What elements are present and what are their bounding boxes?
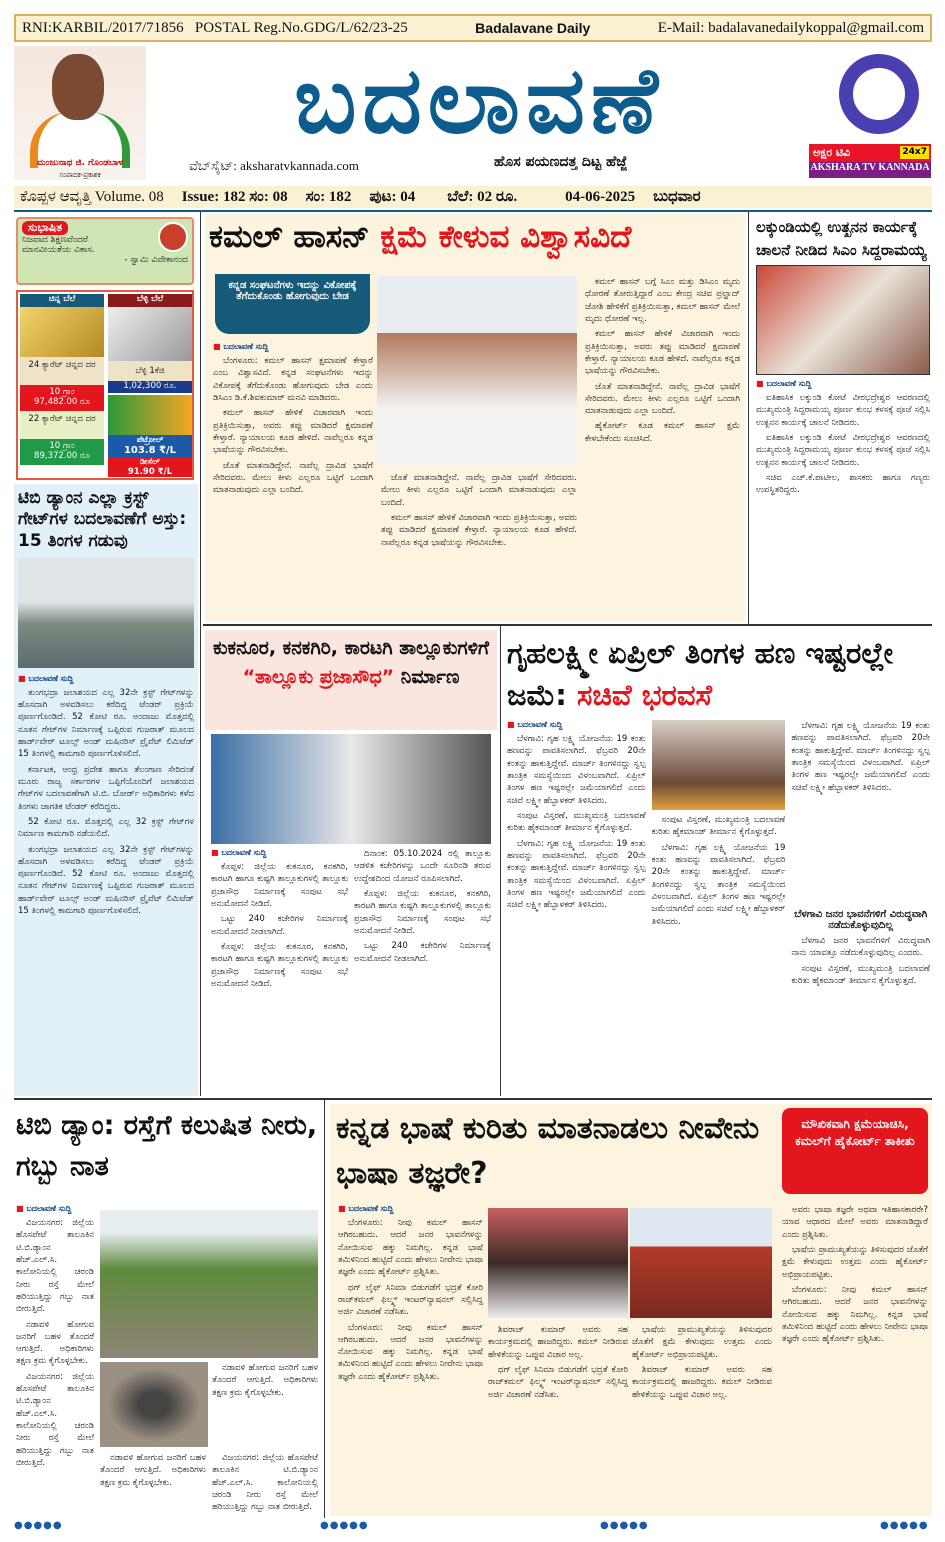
issue: Issue: 182 ಸಂ: 08 <box>181 189 288 205</box>
minister-photo <box>652 720 786 810</box>
akshara-tv-logo <box>809 46 931 180</box>
masthead <box>14 46 932 182</box>
pages: ಪುಟ: 04 <box>369 189 416 205</box>
footer-dots: ●●●●● <box>600 1520 649 1531</box>
cm-excavation-photo <box>756 265 930 375</box>
high-court-photo <box>630 1208 772 1318</box>
headline: ಗೃಹಲಕ್ಷ್ಮೀ ಏಪ್ರಿಲ್ ತಿಂಗಳ ಹಣ ಇಷ್ಟರಲ್ಲೇ ಜಮೆ: ಸಚಿವೆ ಭರವಸೆ <box>507 636 894 713</box>
headline: ಟಿಬಿ ಡ್ಯಾಂ: ರಸ್ತೆಗೆ ಕಲುಷಿತ ನೀರು, ಗಬ್ಬು ನಾತ <box>16 1110 318 1182</box>
website: ವೆಬ್‌ಸೈಟ್: aksharatvkannada.com <box>189 158 359 173</box>
gold22-price: 89,372.00 ರೂ <box>34 451 90 461</box>
footer-dots: ●●●●● <box>880 1520 929 1531</box>
headline: ಲಕ್ಕುಂಡಿಯಲ್ಲಿ ಉತ್ಖನನ ಕಾರ್ಯಕ್ಕೆ ಚಾಲನೆ ನೀಡಿದ ಸಿಎಂ ಸಿದ್ದರಾಮಯ್ಯ <box>756 218 927 259</box>
weekday: ಬುಧವಾರ <box>653 189 701 205</box>
footer-dots: ●●●●● <box>320 1520 369 1531</box>
newspaper-logo: ಬದಲಾವಣೆ <box>294 47 664 154</box>
petrol-price: 103.8 ₹/L <box>123 445 177 456</box>
editor-role: ಸಂಪಾದಕ-ಪ್ರಕಾಶಕ <box>59 171 101 179</box>
top-info-bar <box>14 14 932 42</box>
headline: ಕನ್ನಡ ಭಾಷೆ ಕುರಿತು ಮಾತನಾಡಲು ನೀವೇನು ಭಾಷಾ ತಜ್ಞರೇ? <box>336 1111 760 1191</box>
highcourt-callout: ಮೌಖಿಕವಾಗಿ ಕ್ಷಮೆಯಾಚಿಸಿ, ಕಮಲ್‌ಗೆ ಹೈಕೋರ್ಟ್ ತಾಕೀತು <box>782 1108 928 1194</box>
gold-bars-image <box>20 307 104 357</box>
headline: ಟಿಬಿ ಡ್ಯಾಂನ ಎಲ್ಲಾ ಕ್ರಸ್ಟ್ ಗೇಟ್‌ಗಳ ಬದಲಾವಣೆಗೆ ಅಸ್ತು: 15 ತಿಂಗಳ ಗಡುವು <box>18 488 187 551</box>
tv-name-english: AKSHARA TV KANNADA <box>809 162 931 178</box>
article-prajasoudha: ಕುಕನೂರ, ಕನಕಗಿರಿ, ಕಾರಟಗಿ ತಾಲ್ಲೂಕುಗಳಿಗೆ “ತಾಲ್ಲೂಕು ಪ್ರಜಾಸೌಧ” ನಿರ್ಮಾಣ ■ ಬದಲಾವಣೆ ಸುದ್ದಿ ಕೊಪ್ಪಳ: ಜಿಲ್ಲೆಯ ಕುಕನೂರ, ಕನಕಗಿರಿ, ಕಾರಟಗಿ ಹಾಗೂ ಕುಷ್ಟಗಿ ತಾಲ್ಲೂಕುಗಳಲ್ಲಿ ತಾಲ್ಲೂಕು ಪ್ರಜಾಸೌಧ ನಿರ್ಮಾಣಕ್ಕೆ ಸಂಪುಟ ಸಭೆ ಅನುಮೋದನೆ ನೀಡಿದೆ. ಒಟ್ಟು 240 ಕಚೇರಿಗಳ ನಿರ್ಮಾಣಕ್ಕೆ ಅನುಮೋದನೆ ನೀಡಲಾಗಿದೆ. ಕೊಪ್ಪಳ: ಜಿಲ್ಲೆಯ ಕುಕನೂರ, ಕನಕಗಿರಿ, ಕಾರಟಗಿ ಹಾಗೂ ಕುಷ್ಟಗಿ ತಾಲ್ಲೂಕುಗಳಲ್ಲಿ ತಾಲ್ಲೂಕು ಪ್ರಜಾಸೌಧ ನಿರ್ಮಾಣಕ್ಕೆ ಸಂಪುಟ ಸಭೆ ಅನುಮೋದನೆ ನೀಡಿದೆ. ದಿನಾಂಕ: 05.10.2024 ರಲ್ಲಿ ತಾಲ್ಲೂಕು ಆಡಳಿತ ಕಚೇರಿಗಳನ್ನು ಒಂದೇ ಸೂರಿನಡಿ ತರುವ ಉದ್ದೇಶದಿಂದ ಯೋಜನೆ ರೂಪಿಸಲಾಗಿದೆ. ಕೊಪ್ಪಳ: ಜಿಲ್ಲೆಯ ಕುಕನೂರ, ಕನಕಗಿರಿ, ಕಾರಟಗಿ ಹಾಗೂ ಕುಷ್ಟಗಿ ತಾಲ್ಲೂಕುಗಳಲ್ಲಿ ತಾಲ್ಲೂಕು ಪ್ರಜಾಸೌಧ ನಿರ್ಮಾಣಕ್ಕೆ ಸಂಪುಟ ಸಭೆ ಅನುಮೋದನೆ ನೀಡಿದೆ. ಒಟ್ಟು 240 ಕಚೇರಿಗಳ ನಿರ್ಮಾಣಕ್ಕೆ ಅನುಮೋದನೆ ನೀಡಲಾಗಿದೆ. <box>205 630 497 1096</box>
drain-photo <box>100 1362 208 1447</box>
price-box: ಚಿನ್ನ ಬೆಲೆ 24 ಕ್ಯಾರೆಟ್ ಚಿನ್ನದ ದರ 10 ಗ್ರಾಂ 97,482.00 ರೂ 22 ಕ್ಯಾರೆಟ್ ಚಿನ್ನದ ದರ 10 ಗ್ರಾಂ 89,372.00 ರೂ ಬೆಳ್ಳಿ ಬೆಲೆ ಬೆಳ್ಳಿ 1ಕೆಜಿ 1,02,300 ರೂ. ಪೆಟ್ರೋಲ್ 103.8 ₹/L ಡೀಸೆಲ್ 91.90 ₹/L <box>16 290 194 480</box>
email: E-Mail: badalavanedailykoppal@gmail.com <box>657 19 924 36</box>
subhashita-box: ಸುಭಾಷಿತ ನಿಜವಾದ ಶಿಕ್ಷಣವೆಂದರೆ ಮಾನವೀಯತೆಯ ವಿಕಾಸ. - ಸ್ವಾಮಿ ವಿವೇಕಾನಂದ <box>16 217 194 285</box>
tagline: ಹೊಸ ಪಯಣದತ್ತ ದಿಟ್ಟ ಹೆಜ್ಜೆ <box>494 154 628 170</box>
paper-name-english: Badalavane Daily <box>475 20 591 36</box>
vivekananda-portrait <box>158 222 188 252</box>
diesel-price: 91.90 ₹/L <box>127 467 173 477</box>
headline: ಕುಕನೂರ, ಕನಕಗಿರಿ, ಕಾರಟಗಿ ತಾಲ್ಲೂಕುಗಳಿಗೆ “ತಾಲ್ಲೂಕು ಪ್ರಜಾಸೌಧ” ನಿರ್ಮಾಣ <box>205 630 497 730</box>
date: 04-06-2025 <box>565 188 636 205</box>
dk-shivakumar-photo <box>377 276 577 466</box>
silver-bars-image <box>108 307 192 361</box>
article-tb-gates: ಟಿಬಿ ಡ್ಯಾಂನ ಎಲ್ಲಾ ಕ್ರಸ್ಟ್ ಗೇಟ್‌ಗಳ ಬದಲಾವಣೆಗೆ ಅಸ್ತು: 15 ತಿಂಗಳ ಗಡುವು ■ ಬದಲಾವಣೆ ಸುದ್ದಿ ತುಂಗಭದ್ರಾ ಜಲಾಶಯದ ಎಲ್ಲ 32ನೇ ಕ್ರಸ್ಟ್ ಗೇಟ್‌ಗಳನ್ನು ಹೊಸದಾಗಿ ಅಳವಡಿಸಲು ಕರೆದಿದ್ದ ಟೆಂಡರ್ ಪ್ರಕ್ರಿಯೆ ಪೂರ್ಣಗೊಂಡಿದೆ. 52 ಕೋಟಿ ರೂ. ಅಂದಾಜು ಮೊತ್ತದಲ್ಲಿ ನೂತನ ಗೇಟ್‌ಗಳ ನಿರ್ಮಾಣಕ್ಕೆ ಒಪ್ಪಿರುವ ಗುಜರಾತ್ ಮೂಲದ ಹಾರ್ಡ್‌ವೇರ್ ಟೂಲ್ಸ್ ಅಂಡ್ ಮಷಿನರಿಸ್ ಪ್ರೈವೆಟ್ ಲಿಮಿಟೆಡ್ 15 ತಿಂಗಳಲ್ಲಿ ಕಾಮಗಾರಿ ಪೂರ್ಣಗೊಳಿಸಲಿದೆ. ಕರ್ನಾಟಕ, ಆಂಧ್ರ ಪ್ರದೇಶ ಹಾಗೂ ತೆಲಂಗಾಣ ಸೇರಿದಂತೆ ಮೂರು ರಾಜ್ಯ ಸರ್ಕಾರಗಳ ಒಪ್ಪಿಗೆಯೊಂದಿಗೆ ಜಲಾಶಯದ ಗೇಟ್‌ಗಳ ಬದಲಾವಣೆಗಾಗಿ ಟಿ.ಬಿ. ಬೋರ್ಡ್ ಅಧಿಕಾರಿಗಳು ಕಳೆದ ತಿಂಗಳು ಜಾಗತಿಕ ಟೆಂಡರ್ ಕರೆದಿದ್ದರು. 52 ಕೋಟಿ ರೂ. ಮೊತ್ತದಲ್ಲಿ ಎಲ್ಲ 32 ಕ್ರಸ್ಟ್ ಗೇಟ್‌ಗಳ ನಿರ್ಮಾಣ ಕಾಮಗಾರಿ ನಡೆಯಲಿದೆ. ತುಂಗಭದ್ರಾ ಜಲಾಶಯದ ಎಲ್ಲ 32ನೇ ಕ್ರಸ್ಟ್ ಗೇಟ್‌ಗಳನ್ನು ಹೊಸದಾಗಿ ಅಳವಡಿಸಲು ಕರೆದಿದ್ದ ಟೆಂಡರ್ ಪ್ರಕ್ರಿಯೆ ಪೂರ್ಣಗೊಂಡಿದೆ. 52 ಕೋಟಿ ರೂ. ಅಂದಾಜು ಮೊತ್ತದಲ್ಲಿ ನೂತನ ಗೇಟ್‌ಗಳ ನಿರ್ಮಾಣಕ್ಕೆ ಒಪ್ಪಿರುವ ಗುಜರಾತ್ ಮೂಲದ ಹಾರ್ಡ್‌ವೇರ್ ಟೂಲ್ಸ್ ಅಂಡ್ ಮಷಿನರಿಸ್ ಪ್ರೈವೆಟ್ ಲಿಮಿಟೆಡ್ 15 ತಿಂಗಳಲ್ಲಿ ಕಾಮಗಾರಿ ಪೂರ್ಣಗೊಳಿಸಲಿದೆ. <box>14 484 198 1096</box>
article-lakkundi: ಲಕ್ಕುಂಡಿಯಲ್ಲಿ ಉತ್ಖನನ ಕಾರ್ಯಕ್ಕೆ ಚಾಲನೆ ನೀಡಿದ ಸಿಎಂ ಸಿದ್ದರಾಮಯ್ಯ ■ ಬದಲಾವಣೆ ಸುದ್ದಿ ಐತಿಹಾಸಿಕ ಲಕ್ಕುಂಡಿ ಕೋಟೆ ವೀರಭದ್ರೇಶ್ವರ ಆವರಣದಲ್ಲಿ ಮುಖ್ಯಮಂತ್ರಿ ಸಿದ್ದರಾಮಯ್ಯ ಪೂರ್ಣ ಕುಂಭ ಕಳಸಕ್ಕೆ ಪೂಜೆ ಸಲ್ಲಿಸಿ ಉತ್ಖನನ ಕಾರ್ಯಕ್ಕೆ ಚಾಲನೆ ನೀಡಿದರು. ಐತಿಹಾಸಿಕ ಲಕ್ಕುಂಡಿ ಕೋಟೆ ವೀರಭದ್ರೇಶ್ವರ ಆವರಣದಲ್ಲಿ ಮುಖ್ಯಮಂತ್ರಿ ಸಿದ್ದರಾಮಯ್ಯ ಪೂರ್ಣ ಕುಂಭ ಕಳಸಕ್ಕೆ ಪೂಜೆ ಸಲ್ಲಿಸಿ ಉತ್ಖನನ ಕಾರ್ಯಕ್ಕೆ ಚಾಲನೆ ನೀಡಿದರು. ಸಚಿವ ಎಚ್.ಕೆ.ಪಾಟೀಲ, ಶಾಸಕರು ಹಾಗೂ ಗಣ್ಯರು ಉಪಸ್ಥಿತರಿದ್ದರು. <box>754 214 932 622</box>
issue-info-bar <box>14 186 932 208</box>
serial: ಸಂ: 182 <box>305 189 352 205</box>
editor-photo <box>14 46 146 180</box>
article-tb-water: ಟಿಬಿ ಡ್ಯಾಂ: ರಸ್ತೆಗೆ ಕಲುಷಿತ ನೀರು, ಗಬ್ಬು ನಾತ ■ ಬದಲಾವಣೆ ಸುದ್ದಿ ವಿಜಯನಗರ: ಜಿಲ್ಲೆಯ ಹೊಸಪೇಟೆ ತಾಲೂಕಿನ ಟಿ.ಬಿ.ಡ್ಯಾಂನ ಹೆಚ್.ಎಲ್.ಸಿ. ಕಾಲೋನಿಯಲ್ಲಿ ಚರಂಡಿ ನೀರು ರಸ್ತೆ ಮೇಲೆ ಹರಿಯುತ್ತಿದ್ದು ಗಬ್ಬು ನಾತ ಬೀರುತ್ತಿದೆ. ನಡಾವಳಿ ಹೋಗುವ ಜನರಿಗೆ ಬಹಳ ತೊಂದರೆ ಆಗುತ್ತಿದೆ. ಅಧಿಕಾರಿಗಳು ತಕ್ಷಣ ಕ್ರಮ ಕೈಗೊಳ್ಳಬೇಕು. ವಿಜಯನಗರ: ಜಿಲ್ಲೆಯ ಹೊಸಪೇಟೆ ತಾಲೂಕಿನ ಟಿ.ಬಿ.ಡ್ಯಾಂನ ಹೆಚ್.ಎಲ್.ಸಿ. ಕಾಲೋನಿಯಲ್ಲಿ ಚರಂಡಿ ನೀರು ರಸ್ತೆ ಮೇಲೆ ಹರಿಯುತ್ತಿದ್ದು ಗಬ್ಬು ನಾತ ಬೀರುತ್ತಿದೆ. ನಡಾವಳಿ ಹೋಗುವ ಜನರಿಗೆ ಬಹಳ ತೊಂದರೆ ಆಗುತ್ತಿದೆ. ಅಧಿಕಾರಿಗಳು ತಕ್ಷಣ ಕ್ರಮ ಕೈಗೊಳ್ಳಬೇಕು. ನಡಾವಳಿ ಹೋಗುವ ಜನರಿಗೆ ಬಹಳ ತೊಂದರೆ ಆಗುತ್ತಿದೆ. ಅಧಿಕಾರಿಗಳು ತಕ್ಷಣ ಕ್ರಮ ಕೈಗೊಳ್ಳಬೇಕು. ವಿಜಯನಗರ: ಜಿಲ್ಲೆಯ ಹೊಸಪೇಟೆ ತಾಲೂಕಿನ ಟಿ.ಬಿ.ಡ್ಯಾಂನ ಹೆಚ್.ಎಲ್.ಸಿ. ಕಾಲೋನಿಯಲ್ಲಿ ಚರಂಡಿ ನೀರು ರಸ್ತೆ ಮೇಲೆ ಹರಿಯುತ್ತಿದ್ದು ಗಬ್ಬು ನಾತ ಬೀರುತ್ತಿದೆ. <box>14 1104 320 1516</box>
headline: ಕಮಲ್ ಹಾಸನ್ ಕ್ಷಮೆ ಕೇಳುವ ವಿಶ್ವಾಸವಿದೆ <box>209 219 632 255</box>
microphone-icon <box>839 54 919 134</box>
gold24-price: 97,482.00 ರೂ <box>34 397 90 407</box>
rni-number: RNI:KARBIL/2017/71856 POSTAL Reg.No.GDG/L/62/23-25 <box>22 19 408 36</box>
edition: ಕೊಪ್ಪಳ ಆವೃತ್ತಿ Volume. 08 <box>20 189 164 205</box>
tv-24x7-badge: 24x7 <box>902 147 927 157</box>
silver-price: 1,02,300 ರೂ. <box>108 381 192 393</box>
subhead: ಬೆಳಗಾವಿ ಜನರ ಭಾವನೆಗಳಿಗೆ ವಿರುದ್ಧವಾಗಿ ನಡೆದುಕೊಳ್ಳುವುದಿಲ್ಲ <box>794 909 928 932</box>
article-kamal-main: ಕಮಲ್ ಹಾಸನ್ ಕ್ಷಮೆ ಕೇಳುವ ವಿಶ್ವಾಸವಿದೆ ಕನ್ನಡ ಸಂಘಟನೆಗಳು ಇದನ್ನು ವಿಕೋಪಕ್ಕೆ ತೆಗೆದುಕೊಂಡು ಹೋಗುವುದು ಬೇಡ ■ ಬದಲಾವಣೆ ಸುದ್ದಿ ಬೆಂಗಳೂರು: ಕಮಲ್ ಹಾಸನ್ ಕ್ಷಮಾಪಣೆ ಕೇಳ್ತಾರೆ ಎಂಬ ವಿಶ್ವಾಸವಿದೆ. ಕನ್ನಡ ಸಂಘಟನೆಗಳು ಇದನ್ನು ವಿಕೋಪಕ್ಕೆ ತೆಗೆದುಕೊಂಡು ಹೋಗುವುದು ಬೇಡ ಎಂದು ಡಿಸಿಎಂ ಡಿ.ಕೆ.ಶಿವಕುಮಾರ್ ಮನವಿ ಮಾಡಿದರು. ಕಮಲ್ ಹಾಸನ್ ಹೇಳಿಕೆ ವಿಚಾರವಾಗಿ ಇಂದು ಪ್ರತಿಕ್ರಿಯಿಸುತ್ತಾ, ಅವರು ತಪ್ಪು ಮಾಡಿದರೆ ಕ್ಷಮಾಪಣೆ ಕೇಳ್ತಾರೆ. ನ್ಯಾಯಾಲಯ ಕೂಡ ಹೇಳಿದೆ. ನಾವೆಲ್ಲರೂ ಕನ್ನಡ ಭಾಷೆಯನ್ನು ಗೌರವಿಸಬೇಕು. ಜೊತೆ ಮಾತನಾಡಿದ್ದೇನೆ. ನಾವೆಲ್ಲ ದ್ರಾವಿಡ ಭಾಷೆಗೆ ಸೇರಿದವರು. ಮೇಲು ಕೀಳು ಎಲ್ಲರೂ ಒಟ್ಟಿಗೆ ಒಂದಾಗಿ ಮಾತನಾಡುವುದು ಎಲ್ಲಾ ಬಂದಿದೆ. ಜೊತೆ ಮಾತನಾಡಿದ್ದೇನೆ. ನಾವೆಲ್ಲ ದ್ರಾವಿಡ ಭಾಷೆಗೆ ಸೇರಿದವರು. ಮೇಲು ಕೀಳು ಎಲ್ಲರೂ ಒಟ್ಟಿಗೆ ಒಂದಾಗಿ ಮಾತನಾಡುವುದು ಎಲ್ಲಾ ಬಂದಿದೆ. ಕಮಲ್ ಹಾಸನ್ ಹೇಳಿಕೆ ವಿಚಾರವಾಗಿ ಇಂದು ಪ್ರತಿಕ್ರಿಯಿಸುತ್ತಾ, ಅವರು ತಪ್ಪು ಮಾಡಿದರೆ ಕ್ಷಮಾಪಣೆ ಕೇಳ್ತಾರೆ. ನ್ಯಾಯಾಲಯ ಕೂಡ ಹೇಳಿದೆ. ನಾವೆಲ್ಲರೂ ಕನ್ನಡ ಭಾಷೆಯನ್ನು ಗೌರವಿಸಬೇಕು. ಕಮಲ್ ಹಾಸನ್ ಬಗ್ಗೆ ಸಿಎಂ ಮತ್ತು ಡಿಸಿಎಂ ಮೃದು ಧೋರಣೆ ತೋರುತ್ತಿದ್ದಾರೆ ಎಂಬ ಕೇಂದ್ರ ಸಚಿವ ಪ್ರಲ್ಹಾದ್ ಜೋಶಿ ಹೇಳಿಕೆಗೆ ಪ್ರತಿಕ್ರಿಯಿಸುತ್ತಾ, ಕಮಲ್ ಹಾಸನ್ ಮೇಲೆ ಮೃದು ಧೋರಣೆ ಇಲ್ಲ. ಕಮಲ್ ಹಾಸನ್ ಹೇಳಿಕೆ ವಿಚಾರವಾಗಿ ಇಂದು ಪ್ರತಿಕ್ರಿಯಿಸುತ್ತಾ, ಅವರು ತಪ್ಪು ಮಾಡಿದರೆ ಕ್ಷಮಾಪಣೆ ಕೇಳ್ತಾರೆ. ನ್ಯಾಯಾಲಯ ಕೂಡ ಹೇಳಿದೆ. ನಾವೆಲ್ಲರೂ ಕನ್ನಡ ಭಾಷೆಯನ್ನು ಗೌರವಿಸಬೇಕು. ಜೊತೆ ಮಾತನಾಡಿದ್ದೇನೆ. ನಾವೆಲ್ಲ ದ್ರಾವಿಡ ಭಾಷೆಗೆ ಸೇರಿದವರು. ಮೇಲು ಕೀಳು ಎಲ್ಲರೂ ಒಟ್ಟಿಗೆ ಒಂದಾಗಿ ಮಾತನಾಡುವುದು ಎಲ್ಲಾ ಬಂದಿದೆ. ಹೈಕೋರ್ಟ್ ಕೂಡ ಕಮಲ್ ಹಾಸನ್ ಕ್ಷಮೆ ಕೇಳಬೇಕೆಂದು ಸೂಚಿಸಿದೆ. <box>205 214 745 622</box>
road-sewage-photo <box>100 1210 318 1358</box>
shivarajkumar-photo <box>488 1208 628 1318</box>
callout-box: ಕನ್ನಡ ಸಂಘಟನೆಗಳು ಇದನ್ನು ವಿಕೋಪಕ್ಕೆ ತೆಗೆದುಕೊಂಡು ಹೋಗುವುದು ಬೇಡ <box>215 274 370 334</box>
footer-dots: ●●●●● <box>14 1520 63 1531</box>
article-kannada-language: ಕನ್ನಡ ಭಾಷೆ ಕುರಿತು ಮಾತನಾಡಲು ನೀವೇನು ಭಾಷಾ ತಜ್ಞರೇ? ಮೌಖಿಕವಾಗಿ ಕ್ಷಮೆಯಾಚಿಸಿ, ಕಮಲ್‌ಗೆ ಹೈಕೋರ್ಟ್ ತಾಕೀತು ■ ಬದಲಾವಣೆ ಸುದ್ದಿ ಬೆಂಗಳೂರು: ನೀವು ಕಮಲ್ ಹಾಸನ್ ಆಗಿರಬಹುದು. ಆದರೆ ಜನರ ಭಾವನೆಗಳನ್ನು ನೋಯಿಸುವ ಹಕ್ಕು ನಿಮಗಿಲ್ಲ. ಕನ್ನಡ ಭಾಷೆ ತಮಿಳಿನಿಂದ ಹುಟ್ಟಿದೆ ಎಂದು ಹೇಳಲು ನೀವೇನು ಭಾಷಾ ತಜ್ಞರೇ ಎಂದು ಹೈಕೋರ್ಟ್ ಪ್ರಶ್ನಿಸಿತು. ಥಗ್ ಲೈಫ್ ಸಿನಿಮಾ ಬಿಡುಗಡೆಗೆ ಭದ್ರತೆ ಕೋರಿ ರಾಜ್‌ಕಮಲ್ ಫಿಲ್ಮ್ಸ್ ಇಂಟರ್‌ನ್ಯಾಷನಲ್ ಸಲ್ಲಿಸಿದ್ದ ಅರ್ಜಿ ವಿಚಾರಣೆ ನಡೆಸಿತು. ಬೆಂಗಳೂರು: ನೀವು ಕಮಲ್ ಹಾಸನ್ ಆಗಿರಬಹುದು. ಆದರೆ ಜನರ ಭಾವನೆಗಳನ್ನು ನೋಯಿಸುವ ಹಕ್ಕು ನಿಮಗಿಲ್ಲ. ಕನ್ನಡ ಭಾಷೆ ತಮಿಳಿನಿಂದ ಹುಟ್ಟಿದೆ ಎಂದು ಹೇಳಲು ನೀವೇನು ಭಾಷಾ ತಜ್ಞರೇ ಎಂದು ಹೈಕೋರ್ಟ್ ಪ್ರಶ್ನಿಸಿತು. ಶಿವರಾಜ್ ಕುಮಾರ್ ಅವರು ಸಹ ಕಾರ್ಯಕ್ರಮದಲ್ಲಿ ಹಾಜರಿದ್ದರು. ಕಮಲ್ ನೀಡಿರುವ ಹೇಳಿಕೆಯನ್ನು ಒಪ್ಪುವ ವಿಚಾರ ಅಲ್ಲ. ಥಗ್ ಲೈಫ್ ಸಿನಿಮಾ ಬಿಡುಗಡೆಗೆ ಭದ್ರತೆ ಕೋರಿ ರಾಜ್‌ಕಮಲ್ ಫಿಲ್ಮ್ಸ್ ಇಂಟರ್‌ನ್ಯಾಷನಲ್ ಸಲ್ಲಿಸಿದ್ದ ಅರ್ಜಿ ವಿಚಾರಣೆ ನಡೆಸಿತು. ಭಾಷೆಯ ಪ್ರಾಮುಖ್ಯತೆಯನ್ನು ತಿಳಿಸುವುದರ ಜೊತೆಗೆ ಕ್ಷಮೆ ಕೇಳುವುದು ಉತ್ತಮ ಎಂದು ಹೈಕೋರ್ಟ್ ಅಭಿಪ್ರಾಯಪಟ್ಟಿತು. ಶಿವರಾಜ್ ಕುಮಾರ್ ಅವರು ಸಹ ಕಾರ್ಯಕ್ರಮದಲ್ಲಿ ಹಾಜರಿದ್ದರು. ಕಮಲ್ ನೀಡಿರುವ ಹೇಳಿಕೆಯನ್ನು ಒಪ್ಪುವ ವಿಚಾರ ಅಲ್ಲ. ಅವರು ಭಾಷಾ ತಜ್ಞರೇ ಅಥವಾ ಇತಿಹಾಸಕಾರರೇ? ಯಾವ ಆಧಾರದ ಮೇಲೆ ಅವರು ಮಾತನಾಡಿದ್ದಾರೆ ಎಂದು ಪ್ರಶ್ನಿಸಿತು. ಭಾಷೆಯ ಪ್ರಾಮುಖ್ಯತೆಯನ್ನು ತಿಳಿಸುವುದರ ಜೊತೆಗೆ ಕ್ಷಮೆ ಕೇಳುವುದು ಉತ್ತಮ ಎಂದು ಹೈಕೋರ್ಟ್ ಅಭಿಪ್ರಾಯಪಟ್ಟಿತು. ಬೆಂಗಳೂರು: ನೀವು ಕಮಲ್ ಹಾಸನ್ ಆಗಿರಬಹುದು. ಆದರೆ ಜನರ ಭಾವನೆಗಳನ್ನು ನೋಯಿಸುವ ಹಕ್ಕು ನಿಮಗಿಲ್ಲ. ಕನ್ನಡ ಭಾಷೆ ತಮಿಳಿನಿಂದ ಹುಟ್ಟಿದೆ ಎಂದು ಹೇಳಲು ನೀವೇನು ಭಾಷಾ ತಜ್ಞರೇ ಎಂದು ಹೈಕೋರ್ಟ್ ಪ್ರಶ್ನಿಸಿತು. <box>330 1104 932 1516</box>
price: ಬೆಲೆ: 02 ರೂ. <box>447 189 518 205</box>
editor-name: ಮಂಜುನಾಥ ಜಿ. ಗೊಂಡಬಾಳ <box>36 158 124 168</box>
article-gruhalakshmi: ಗೃಹಲಕ್ಷ್ಮೀ ಏಪ್ರಿಲ್ ತಿಂಗಳ ಹಣ ಇಷ್ಟರಲ್ಲೇ ಜಮೆ: ಸಚಿವೆ ಭರವಸೆ ■ ಬದಲಾವಣೆ ಸುದ್ದಿ ಬೆಳಗಾವಿ: ಗೃಹ ಲಕ್ಷ್ಮಿ ಯೋಜನೆಯ 19 ಕಂತು ಹಣವನ್ನು ಪಾವತಿಸಲಾಗಿದೆ. ಫೆಬ್ರವರಿ 20ನೇ ಕಂತನ್ನು ಹಾಕುತ್ತಿದ್ದೇವೆ. ಮಾರ್ಚ್ ತಿಂಗಳಿನದ್ದು ಸ್ವಲ್ಪ ತಾಂತ್ರಿಕ ಸಮಸ್ಯೆಯಿಂದ ವಿಳಂಬವಾಗಿದೆ. ಏಪ್ರಿಲ್ ತಿಂಗಳ ಹಣ ಇಷ್ಟರಲ್ಲೇ ಜಮೆಯಾಗಲಿದೆ ಎಂದು ಸಚಿವೆ ಲಕ್ಷ್ಮೀ ಹೆಬ್ಬಾಳಕರ್ ತಿಳಿಸಿದರು. ಸಂಪುಟ ವಿಸ್ತರಣೆ, ಮುಖ್ಯಮಂತ್ರಿ ಬದಲಾವಣೆ ಕುರಿತು ಹೈಕಮಾಂಡ್ ತೀರ್ಮಾನ ಕೈಗೊಳ್ಳುತ್ತದೆ. ಬೆಳಗಾವಿ: ಗೃಹ ಲಕ್ಷ್ಮಿ ಯೋಜನೆಯ 19 ಕಂತು ಹಣವನ್ನು ಪಾವತಿಸಲಾಗಿದೆ. ಫೆಬ್ರವರಿ 20ನೇ ಕಂತನ್ನು ಹಾಕುತ್ತಿದ್ದೇವೆ. ಮಾರ್ಚ್ ತಿಂಗಳಿನದ್ದು ಸ್ವಲ್ಪ ತಾಂತ್ರಿಕ ಸಮಸ್ಯೆಯಿಂದ ವಿಳಂಬವಾಗಿದೆ. ಏಪ್ರಿಲ್ ತಿಂಗಳ ಹಣ ಇಷ್ಟರಲ್ಲೇ ಜಮೆಯಾಗಲಿದೆ ಎಂದು ಸಚಿವೆ ಲಕ್ಷ್ಮೀ ಹೆಬ್ಬಾಳಕರ್ ತಿಳಿಸಿದರು. ಸಂಪುಟ ವಿಸ್ತರಣೆ, ಮುಖ್ಯಮಂತ್ರಿ ಬದಲಾವಣೆ ಕುರಿತು ಹೈಕಮಾಂಡ್ ತೀರ್ಮಾನ ಕೈಗೊಳ್ಳುತ್ತದೆ. ಬೆಳಗಾವಿ: ಗೃಹ ಲಕ್ಷ್ಮಿ ಯೋಜನೆಯ 19 ಕಂತು ಹಣವನ್ನು ಪಾವತಿಸಲಾಗಿದೆ. ಫೆಬ್ರವರಿ 20ನೇ ಕಂತನ್ನು ಹಾಕುತ್ತಿದ್ದೇವೆ. ಮಾರ್ಚ್ ತಿಂಗಳಿನದ್ದು ಸ್ವಲ್ಪ ತಾಂತ್ರಿಕ ಸಮಸ್ಯೆಯಿಂದ ವಿಳಂಬವಾಗಿದೆ. ಏಪ್ರಿಲ್ ತಿಂಗಳ ಹಣ ಇಷ್ಟರಲ್ಲೇ ಜಮೆಯಾಗಲಿದೆ ಎಂದು ಸಚಿವೆ ಲಕ್ಷ್ಮೀ ಹೆಬ್ಬಾಳಕರ್ ತಿಳಿಸಿದರು. ಬೆಳಗಾವಿ: ಗೃಹ ಲಕ್ಷ್ಮಿ ಯೋಜನೆಯ 19 ಕಂತು ಹಣವನ್ನು ಪಾವತಿಸಲಾಗಿದೆ. ಫೆಬ್ರವರಿ 20ನೇ ಕಂತನ್ನು ಹಾಕುತ್ತಿದ್ದೇವೆ. ಮಾರ್ಚ್ ತಿಂಗಳಿನದ್ದು ಸ್ವಲ್ಪ ತಾಂತ್ರಿಕ ಸಮಸ್ಯೆಯಿಂದ ವಿಳಂಬವಾಗಿದೆ. ಏಪ್ರಿಲ್ ತಿಂಗಳ ಹಣ ಇಷ್ಟರಲ್ಲೇ ಜಮೆಯಾಗಲಿದೆ ಎಂದು ಸಚಿವೆ ಲಕ್ಷ್ಮೀ ಹೆಬ್ಬಾಳಕರ್ ತಿಳಿಸಿದರು. ಬೆಳಗಾವಿ ಜನರ ಭಾವನೆಗಳಿಗೆ ವಿರುದ್ಧವಾಗಿ ನಡೆದುಕೊಳ್ಳುವುದಿಲ್ಲ ಬೆಳಗಾವಿ ಜನರ ಭಾವನೆಗಳಿಗೆ ವಿರುದ್ಧವಾಗಿ ನಾನು ಯಾವತ್ತೂ ನಡೆದುಕೊಳ್ಳುವುದಿಲ್ಲ ಎಂದರು. ಸಂಪುಟ ವಿಸ್ತರಣೆ, ಮುಖ್ಯಮಂತ್ರಿ ಬದಲಾವಣೆ ಕುರಿತು ಹೈಕಮಾಂಡ್ ತೀರ್ಮಾನ ಕೈಗೊಳ್ಳುತ್ತದೆ. <box>505 630 932 1096</box>
fuel-pump-image <box>108 395 192 435</box>
dam-photo <box>18 558 194 668</box>
officials-photo <box>211 734 491 844</box>
tv-name-kannada: ಅಕ್ಷರ ಟಿವಿ <box>813 146 851 159</box>
